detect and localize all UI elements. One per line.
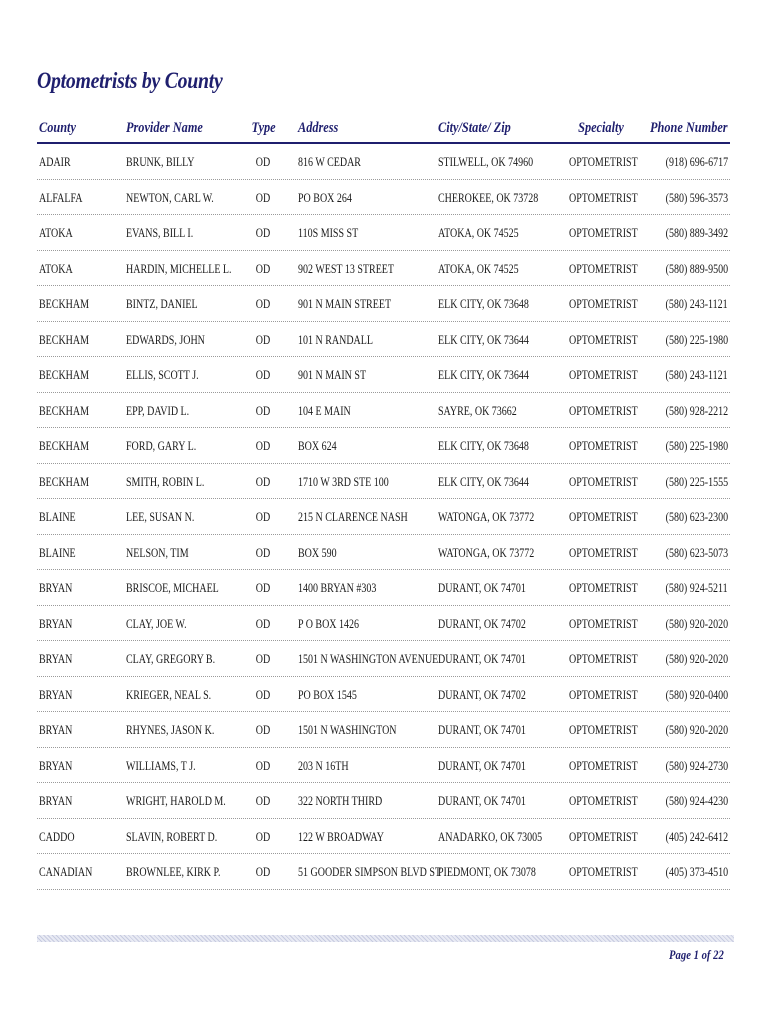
cell-county: ALFALFA — [39, 190, 83, 205]
cell-phone-number: (580) 924-5211 — [665, 581, 728, 595]
cell-county: BRYAN — [39, 616, 73, 631]
table-row — [37, 819, 730, 855]
cell-phone-number: (580) 928-2212 — [665, 403, 728, 418]
optometrist-table — [37, 118, 730, 890]
header-address: Address — [298, 120, 339, 136]
cell-city-state-zip: SAYRE, OK 73662 — [438, 403, 517, 418]
cell-type: OD — [255, 474, 271, 489]
cell-address: 322 NORTH THIRD — [298, 794, 383, 808]
footer-divider — [37, 935, 734, 942]
cell-city-state-zip: DURANT, OK 74701 — [438, 581, 526, 595]
cell-specialty: OPTOMETRIST — [569, 758, 638, 773]
cell-specialty: OPTOMETRIST — [569, 439, 638, 453]
table-header-row — [37, 118, 730, 144]
cell-specialty: OPTOMETRIST — [569, 155, 638, 169]
cell-type: OD — [255, 332, 271, 347]
cell-provider-name: NELSON, TIM — [126, 545, 189, 560]
cell-city-state-zip: DURANT, OK 74702 — [438, 616, 526, 631]
cell-phone-number: (580) 889-9500 — [665, 261, 728, 276]
cell-type: OD — [255, 155, 271, 169]
table-row — [37, 357, 730, 393]
cell-city-state-zip: ANADARKO, OK 73005 — [438, 829, 543, 844]
cell-specialty: OPTOMETRIST — [569, 474, 638, 489]
cell-provider-name: CLAY, GREGORY B. — [126, 652, 216, 666]
table-row — [37, 428, 730, 464]
table-row — [37, 677, 730, 713]
cell-county: ATOKA — [39, 226, 73, 240]
cell-type: OD — [255, 581, 271, 595]
cell-phone-number: (405) 373-4510 — [665, 865, 728, 879]
table-row — [37, 606, 730, 642]
cell-specialty: OPTOMETRIST — [569, 687, 638, 702]
cell-specialty: OPTOMETRIST — [569, 865, 638, 879]
cell-city-state-zip: ATOKA, OK 74525 — [438, 261, 519, 276]
cell-provider-name: WRIGHT, HAROLD M. — [126, 794, 226, 808]
cell-specialty: OPTOMETRIST — [569, 297, 638, 311]
cell-address: 1501 N WASHINGTON AVENUE — [298, 652, 439, 666]
cell-specialty: OPTOMETRIST — [569, 226, 638, 240]
cell-provider-name: CLAY, JOE W. — [126, 616, 187, 631]
cell-phone-number: (580) 596-3573 — [665, 190, 728, 205]
cell-type: OD — [255, 652, 271, 666]
cell-address: 203 N 16TH — [298, 758, 349, 773]
cell-address: 1501 N WASHINGTON — [298, 723, 397, 737]
cell-type: OD — [255, 368, 271, 382]
table-row — [37, 251, 730, 287]
cell-provider-name: FORD, GARY L. — [126, 439, 197, 453]
cell-address: 51 GOODER SIMPSON BLVD ST — [298, 865, 441, 879]
cell-phone-number: (580) 623-2300 — [665, 510, 728, 524]
cell-county: BECKHAM — [39, 297, 90, 311]
cell-specialty: OPTOMETRIST — [569, 332, 638, 347]
table-row — [37, 854, 730, 890]
cell-county: CADDO — [39, 829, 75, 844]
cell-phone-number: (580) 920-2020 — [665, 723, 728, 737]
cell-address: P O BOX 1426 — [298, 616, 360, 631]
cell-type: OD — [255, 758, 271, 773]
cell-provider-name: EVANS, BILL I. — [126, 226, 194, 240]
cell-phone-number: (580) 225-1980 — [665, 332, 728, 347]
cell-city-state-zip: WATONGA, OK 73772 — [438, 545, 535, 560]
cell-city-state-zip: ATOKA, OK 74525 — [438, 226, 519, 240]
cell-specialty: OPTOMETRIST — [569, 403, 638, 418]
cell-specialty: OPTOMETRIST — [569, 723, 638, 737]
cell-county: ADAIR — [39, 155, 71, 169]
cell-county: ATOKA — [39, 261, 73, 276]
cell-address: PO BOX 264 — [298, 190, 352, 205]
cell-provider-name: SLAVIN, ROBERT D. — [126, 829, 218, 844]
cell-provider-name: EPP, DAVID L. — [126, 403, 190, 418]
cell-address: 1710 W 3RD STE 100 — [298, 474, 389, 489]
cell-specialty: OPTOMETRIST — [569, 368, 638, 382]
cell-county: BRYAN — [39, 723, 73, 737]
cell-type: OD — [255, 829, 271, 844]
cell-specialty: OPTOMETRIST — [569, 794, 638, 808]
cell-specialty: OPTOMETRIST — [569, 190, 638, 205]
cell-phone-number: (580) 920-2020 — [665, 652, 728, 666]
table-row — [37, 499, 730, 535]
table-row — [37, 570, 730, 606]
cell-type: OD — [255, 297, 271, 311]
table-row — [37, 286, 730, 322]
table-body — [37, 144, 730, 890]
header-specialty: Specialty — [578, 120, 624, 136]
header-city-state-zip: City/State/ Zip — [438, 120, 511, 136]
cell-provider-name: SMITH, ROBIN L. — [126, 474, 205, 489]
cell-phone-number: (405) 242-6412 — [665, 829, 728, 844]
cell-city-state-zip: ELK CITY, OK 73644 — [438, 368, 529, 382]
cell-phone-number: (580) 889-3492 — [665, 226, 728, 240]
cell-county: BLAINE — [39, 510, 76, 524]
cell-county: BRYAN — [39, 758, 73, 773]
cell-address: BOX 624 — [298, 439, 337, 453]
cell-city-state-zip: PIEDMONT, OK 73078 — [438, 865, 536, 879]
cell-address: PO BOX 1545 — [298, 687, 357, 702]
cell-provider-name: BRUNK, BILLY — [126, 155, 195, 169]
cell-county: CANADIAN — [39, 865, 93, 879]
cell-provider-name: RHYNES, JASON K. — [126, 723, 215, 737]
cell-provider-name: HARDIN, MICHELLE L. — [126, 261, 232, 276]
cell-city-state-zip: DURANT, OK 74701 — [438, 794, 526, 808]
cell-phone-number: (918) 696-6717 — [665, 155, 728, 169]
cell-phone-number: (580) 225-1555 — [665, 474, 728, 489]
cell-address: 901 N MAIN STREET — [298, 297, 392, 311]
cell-type: OD — [255, 190, 271, 205]
cell-county: BRYAN — [39, 687, 73, 702]
cell-type: OD — [255, 723, 271, 737]
cell-county: BRYAN — [39, 652, 73, 666]
table-row — [37, 641, 730, 677]
cell-type: OD — [255, 794, 271, 808]
cell-address: BOX 590 — [298, 545, 337, 560]
header-phone-number: Phone Number — [650, 120, 728, 136]
cell-address: 104 E MAIN — [298, 403, 351, 418]
cell-type: OD — [255, 865, 271, 879]
table-row — [37, 748, 730, 784]
cell-type: OD — [255, 403, 271, 418]
header-provider-name: Provider Name — [126, 120, 203, 136]
cell-type: OD — [255, 226, 271, 240]
cell-phone-number: (580) 225-1980 — [665, 439, 728, 453]
cell-city-state-zip: DURANT, OK 74702 — [438, 687, 526, 702]
cell-phone-number: (580) 924-2730 — [665, 758, 728, 773]
cell-specialty: OPTOMETRIST — [569, 545, 638, 560]
cell-address: 816 W CEDAR — [298, 155, 361, 169]
cell-provider-name: NEWTON, CARL W. — [126, 190, 214, 205]
cell-address: 901 N MAIN ST — [298, 368, 367, 382]
cell-type: OD — [255, 510, 271, 524]
header-type: Type — [251, 120, 276, 136]
cell-specialty: OPTOMETRIST — [569, 616, 638, 631]
cell-county: BRYAN — [39, 581, 73, 595]
cell-county: BECKHAM — [39, 368, 90, 382]
table-row — [37, 144, 730, 180]
cell-county: BECKHAM — [39, 332, 90, 347]
cell-provider-name: BROWNLEE, KIRK P. — [126, 865, 221, 879]
table-row — [37, 215, 730, 251]
cell-type: OD — [255, 545, 271, 560]
cell-county: BRYAN — [39, 794, 73, 808]
cell-type: OD — [255, 261, 271, 276]
cell-address: 1400 BRYAN #303 — [298, 581, 377, 595]
table-row — [37, 393, 730, 429]
cell-county: BECKHAM — [39, 403, 90, 418]
cell-city-state-zip: STILWELL, OK 74960 — [438, 155, 534, 169]
cell-city-state-zip: ELK CITY, OK 73644 — [438, 474, 529, 489]
cell-specialty: OPTOMETRIST — [569, 261, 638, 276]
cell-address: 110S MISS ST — [298, 226, 359, 240]
cell-address: 215 N CLARENCE NASH — [298, 510, 408, 524]
cell-address: 902 WEST 13 STREET — [298, 261, 395, 276]
cell-type: OD — [255, 439, 271, 453]
table-row — [37, 783, 730, 819]
cell-city-state-zip: ELK CITY, OK 73648 — [438, 439, 529, 453]
cell-specialty: OPTOMETRIST — [569, 829, 638, 844]
cell-county: BECKHAM — [39, 474, 90, 489]
cell-provider-name: WILLIAMS, T J. — [126, 758, 196, 773]
cell-address: 122 W BROADWAY — [298, 829, 384, 844]
table-row — [37, 712, 730, 748]
cell-phone-number: (580) 920-0400 — [665, 687, 728, 702]
cell-address: 101 N RANDALL — [298, 332, 373, 347]
page-title: Optometrists by County — [37, 68, 223, 93]
page-number: Page 1 of 22 — [669, 947, 724, 962]
cell-specialty: OPTOMETRIST — [569, 652, 638, 666]
table-row — [37, 180, 730, 216]
cell-phone-number: (580) 243-1121 — [665, 368, 728, 382]
cell-city-state-zip: DURANT, OK 74701 — [438, 758, 526, 773]
cell-county: BLAINE — [39, 545, 76, 560]
table-row — [37, 535, 730, 571]
cell-city-state-zip: ELK CITY, OK 73648 — [438, 297, 529, 311]
table-row — [37, 322, 730, 358]
cell-city-state-zip: WATONGA, OK 73772 — [438, 510, 535, 524]
cell-provider-name: BINTZ, DANIEL — [126, 297, 198, 311]
cell-phone-number: (580) 920-2020 — [665, 616, 728, 631]
cell-specialty: OPTOMETRIST — [569, 510, 638, 524]
cell-provider-name: LEE, SUSAN N. — [126, 510, 195, 524]
cell-city-state-zip: DURANT, OK 74701 — [438, 652, 526, 666]
cell-city-state-zip: CHEROKEE, OK 73728 — [438, 190, 539, 205]
header-county: County — [39, 120, 76, 136]
cell-phone-number: (580) 623-5073 — [665, 545, 728, 560]
cell-phone-number: (580) 924-4230 — [665, 794, 728, 808]
cell-type: OD — [255, 687, 271, 702]
cell-provider-name: ELLIS, SCOTT J. — [126, 368, 199, 382]
table-row — [37, 464, 730, 500]
cell-city-state-zip: DURANT, OK 74701 — [438, 723, 526, 737]
cell-provider-name: KRIEGER, NEAL S. — [126, 687, 212, 702]
cell-type: OD — [255, 616, 271, 631]
cell-phone-number: (580) 243-1121 — [665, 297, 728, 311]
cell-provider-name: EDWARDS, JOHN — [126, 332, 205, 347]
cell-provider-name: BRISCOE, MICHAEL — [126, 581, 219, 595]
cell-county: BECKHAM — [39, 439, 90, 453]
cell-city-state-zip: ELK CITY, OK 73644 — [438, 332, 529, 347]
cell-specialty: OPTOMETRIST — [569, 581, 638, 595]
